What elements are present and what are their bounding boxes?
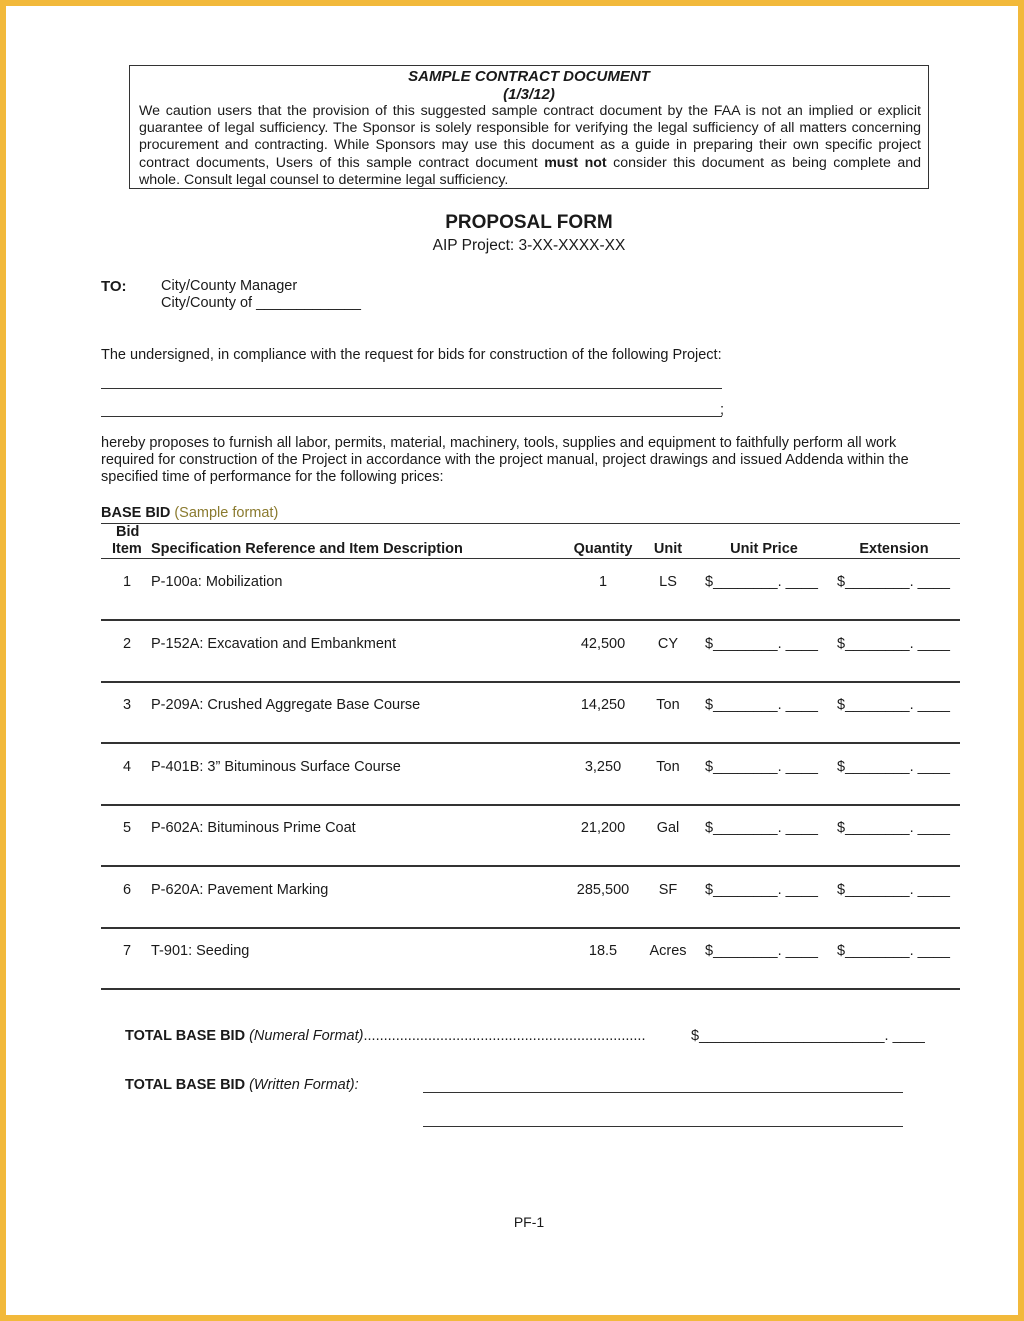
document-page — [6, 6, 1018, 1315]
row-extension-field[interactable]: $________. ____ — [837, 881, 950, 898]
total-numeral-leader: ...................................................................... — [363, 1028, 646, 1044]
row-quantity: 1 — [598, 574, 608, 590]
row-unit: CY — [657, 635, 679, 652]
row-description: P-620A: Pavement Marking — [151, 881, 329, 898]
row-extension-field[interactable]: $________. ____ — [837, 943, 950, 959]
row-description: T-901: Seeding — [151, 943, 250, 959]
table-top-rule — [101, 523, 960, 524]
header-description: Specification Reference and Item Description — [151, 541, 463, 557]
row-quantity: 21,200 — [580, 820, 626, 836]
base-bid-heading — [101, 505, 278, 521]
row-unit: Acres — [649, 943, 687, 959]
row-unit-price-field[interactable]: $________. ____ — [705, 943, 818, 959]
caution-date: (1/3/12) — [503, 86, 555, 103]
row-quantity: 285,500 — [576, 881, 630, 898]
row-unit: LS — [659, 574, 677, 590]
recipient-line-2: City/County of _____________ — [161, 295, 361, 311]
row-unit: Ton — [656, 697, 680, 713]
form-title: PROPOSAL FORM — [445, 212, 613, 233]
row-divider — [101, 988, 960, 990]
project-line-1 — [101, 388, 722, 389]
row-item-number: 7 — [122, 943, 132, 959]
total-written-row — [125, 1077, 359, 1093]
total-written-format: (Written Format): — [249, 1077, 359, 1093]
project-line-2 — [101, 416, 722, 417]
base-bid-note: (Sample format) — [174, 505, 279, 521]
total-numeral-row — [125, 1028, 645, 1044]
row-item-number: 6 — [122, 881, 132, 898]
proposal-text: hereby proposes to furnish all labor, permits, material, machinery, tools, supplies and equipment to faithfully perform all work required for construction of the Project in accordance with the project manual, project drawings and issued Addenda within the specified time of performance for the following prices: — [101, 435, 909, 486]
caution-emphasis: must not — [544, 154, 607, 171]
row-item-number: 4 — [122, 758, 132, 775]
row-extension-field[interactable]: $________. ____ — [837, 758, 950, 775]
row-quantity: 14,250 — [580, 697, 626, 713]
row-description: P-209A: Crushed Aggregate Base Course — [151, 697, 421, 713]
intro-text: The undersigned, in compliance with the request for bids for construction of the following Project: — [101, 347, 722, 363]
row-extension-field[interactable]: $________. ____ — [837, 574, 950, 590]
header-unit-price: Unit Price — [730, 541, 798, 557]
row-extension-field[interactable]: $________. ____ — [837, 820, 950, 836]
row-unit: SF — [658, 881, 678, 898]
total-numeral-format: (Numeral Format) — [249, 1028, 364, 1044]
written-line-1[interactable] — [423, 1092, 903, 1093]
caution-text-part-b: consider this document as being complete and whole. Consult legal counsel to determine legal sufficiency. — [139, 154, 922, 188]
project-number: AIP Project: 3-XX-XXXX-XX — [432, 237, 626, 254]
row-unit-price-field[interactable]: $________. ____ — [705, 758, 818, 775]
row-unit-price-field[interactable]: $________. ____ — [705, 635, 818, 652]
row-quantity: 42,500 — [580, 635, 626, 652]
recipient-line-1: City/County Manager — [161, 278, 298, 294]
header-bid: Bid — [116, 524, 140, 540]
row-item-number: 3 — [122, 697, 132, 713]
total-numeral-label: TOTAL BASE BID — [125, 1028, 246, 1044]
row-quantity: 18.5 — [588, 943, 618, 959]
row-item-number: 5 — [122, 820, 132, 836]
row-unit-price-field[interactable]: $________. ____ — [705, 820, 818, 836]
page-number: PF-1 — [513, 1214, 545, 1230]
row-item-number: 1 — [122, 574, 132, 590]
row-extension-field[interactable]: $________. ____ — [837, 635, 950, 652]
row-unit: Gal — [656, 820, 680, 836]
row-description: P-602A: Bituminous Prime Coat — [151, 820, 356, 836]
base-bid-label: BASE BID — [101, 505, 171, 521]
header-item: Item — [112, 541, 142, 557]
total-numeral-field[interactable]: $_______________________. ____ — [691, 1028, 925, 1044]
written-line-2[interactable] — [423, 1126, 903, 1127]
row-description: P-100a: Mobilization — [151, 574, 283, 590]
caution-text — [139, 103, 921, 189]
project-semicolon: ; — [720, 402, 725, 418]
row-extension-field[interactable]: $________. ____ — [837, 697, 950, 713]
row-item-number: 2 — [122, 635, 132, 652]
header-unit: Unit — [653, 541, 683, 557]
caution-box — [129, 65, 929, 189]
row-unit-price-field[interactable]: $________. ____ — [705, 697, 818, 713]
header-quantity: Quantity — [573, 541, 633, 557]
header-extension: Extension — [859, 541, 929, 557]
to-label: TO: — [101, 278, 127, 295]
row-description: P-401B: 3” Bituminous Surface Course — [151, 758, 401, 775]
caution-text-part-a: We caution users that the provision of this suggested sample contract document by the FAA is not an implied or explicit guarantee of legal sufficiency. The Sponsor is solely responsible for verifying the legal sufficiency of all matters concerning procurement and contracting. While Sponsors may use this document as a guide in preparing their own specific project contract documents, Users of this sample contract document — [139, 103, 921, 171]
caution-title: SAMPLE CONTRACT DOCUMENT — [408, 68, 650, 85]
row-unit-price-field[interactable]: $________. ____ — [705, 574, 818, 590]
row-description: P-152A: Excavation and Embankment — [151, 635, 397, 652]
row-unit: Ton — [656, 758, 680, 775]
row-quantity: 3,250 — [584, 758, 622, 775]
total-written-label: TOTAL BASE BID — [125, 1077, 246, 1093]
row-unit-price-field[interactable]: $________. ____ — [705, 881, 818, 898]
